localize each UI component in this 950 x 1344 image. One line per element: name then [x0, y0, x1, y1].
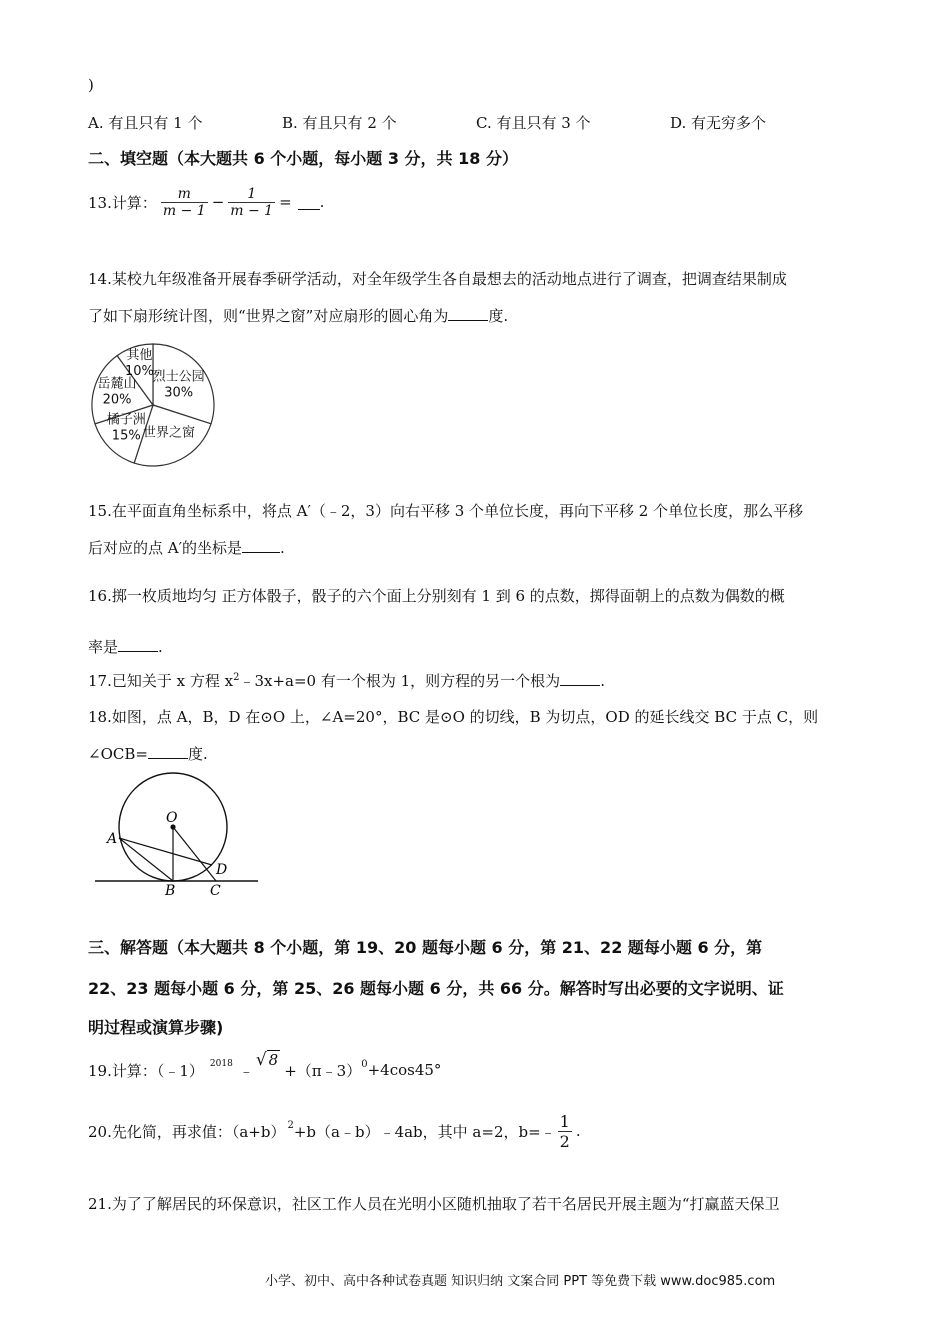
- q17-answer-blank: [560, 671, 600, 686]
- question-17: [88, 670, 605, 691]
- pie-slice-label: 其他: [126, 348, 153, 364]
- q14-line-2: [88, 305, 508, 326]
- q19-text-a: 19.计算：（﹣1）: [88, 1061, 204, 1080]
- q15-answer-blank: [242, 538, 280, 553]
- q20-fraction: [558, 1112, 572, 1151]
- option-b: B. 有且只有 2 个: [282, 114, 397, 132]
- label-o: O: [166, 810, 178, 826]
- q20-exponent: 2: [287, 1119, 294, 1131]
- q18-line-1: 18.如图，点 A，B，D 在⊙O 上，∠A=20°，BC 是⊙O 的切线，B 为切点，OD 的延长线交 BC 于点 C，则: [88, 708, 819, 726]
- q16-line-1: 16.掷一枚质地均匀 正方体骰子，骰子的六个面上分别刻有 1 到 6 的点数，掷得面朝上的点数为偶数的概: [88, 587, 785, 605]
- q19-exponent-2018: 2018: [209, 1059, 233, 1069]
- option-d: D. 有无穷多个: [670, 114, 767, 132]
- option-c: C. 有且只有 3 个: [476, 114, 591, 132]
- page-footer: 小学、初中、高中各种试卷真题 知识归纳 文案合同 PPT 等免费下载 www.doc985.com: [265, 1274, 776, 1289]
- section2-title: 二、填空题（本大题共 6 个小题，每小题 3 分，共 18 分）: [88, 149, 518, 168]
- section3-line-2: 22、23 题每小题 6 分，第 25、26 题每小题 6 分，共 66 分。解答时写出必要的文字说明、证: [88, 979, 784, 998]
- question-20: [88, 1105, 581, 1157]
- label-c: C: [210, 883, 221, 899]
- option-a: A. 有且只有 1 个: [88, 114, 203, 132]
- q19-minus: ﹣: [238, 1061, 254, 1080]
- q18-line-2: [88, 743, 208, 764]
- q13-num2: 1: [247, 185, 257, 202]
- pie-chart: [85, 342, 225, 472]
- q17-period: .: [600, 672, 605, 690]
- q13-equals: =: [279, 193, 292, 211]
- circle-tangent-figure: [95, 770, 265, 900]
- q20-numerator: 1: [559, 1111, 570, 1131]
- pie-slice-label: 岳麓山: [97, 376, 137, 392]
- label-b: B: [165, 883, 176, 899]
- q20-period: .: [575, 1122, 581, 1140]
- q16-answer-blank: [118, 637, 158, 652]
- pie-slice-label: 烈士公园: [152, 369, 205, 385]
- segment-oc: [173, 827, 216, 881]
- q15-text: 后对应的点 A′的坐标是: [88, 539, 243, 557]
- q17-text-b: ﹣3x+a=0 有一个根为 1，则方程的另一个根为: [239, 672, 561, 690]
- q14-answer-blank: [448, 306, 488, 321]
- segment-ad: [119, 838, 212, 865]
- q16-period: .: [158, 638, 163, 656]
- q20-text-a: 20.先化简，再求值：（a+b）: [88, 1122, 286, 1141]
- pie-slice-value: 10%: [124, 364, 154, 380]
- section3-line-3: 明过程或演算步骤): [88, 1018, 224, 1037]
- q15-line-1: 15.在平面直角坐标系中，将点 A′（﹣2，3）向右平移 3 个单位长度，再向下平移 2 个单位长度，那么平移: [88, 502, 804, 520]
- q20-denominator: 2: [559, 1131, 570, 1151]
- q19-text-c: +（π﹣3）: [284, 1061, 362, 1080]
- q13-den2: m − 1: [230, 202, 274, 219]
- q13-num1: m: [177, 185, 191, 202]
- q15-period: .: [280, 539, 285, 557]
- radical-sign: √: [255, 1050, 267, 1070]
- q16-text: 率是: [88, 638, 119, 656]
- q19-exponent-0: 0: [361, 1058, 368, 1070]
- pie-slice-label: 世界之窗: [143, 425, 196, 441]
- q18-text: ∠OCB=: [88, 745, 148, 763]
- q16-line-2: [88, 636, 163, 657]
- q13-fraction-1: [161, 186, 208, 219]
- q13-den1: m − 1: [162, 202, 206, 219]
- question-13: [88, 180, 324, 224]
- q19-text-d: +4cos45°: [367, 1061, 442, 1079]
- q13-minus: −: [211, 193, 225, 211]
- q17-text-a: 17.已知关于 x 方程 x: [88, 672, 234, 690]
- q13-period: .: [319, 193, 325, 211]
- section3-line-1: 三、解答题（本大题共 8 个小题，第 19、20 题每小题 6 分，第 21、22 题每小题 6 分，第: [88, 938, 763, 957]
- pie-slice-value: 30%: [164, 385, 194, 401]
- q17-exponent: 2: [233, 672, 240, 683]
- continuation-paren: ): [88, 76, 94, 94]
- q13-fraction-2: [228, 186, 275, 219]
- question-19: [88, 1050, 441, 1090]
- q14-unit: 度.: [488, 307, 509, 325]
- label-a: A: [107, 831, 118, 847]
- pie-slice-label: 橘子洲: [106, 412, 146, 428]
- label-d: D: [216, 862, 228, 878]
- pie-slice-value: 15%: [111, 428, 141, 444]
- q15-line-2: [88, 537, 285, 558]
- q18-unit: 度.: [187, 745, 208, 763]
- q18-answer-blank: [148, 744, 188, 759]
- q13-prefix: 13.计算：: [88, 193, 157, 212]
- pie-slice-value: 20%: [102, 392, 132, 408]
- q21-line-1: 21.为了了解居民的环保意识，社区工作人员在光明小区随机抽取了若干名居民开展主题为“打赢蓝天保卫: [88, 1195, 780, 1213]
- q14-text: 了如下扇形统计图，则“世界之窗”对应扇形的圆心角为: [88, 307, 449, 325]
- q20-text-b: +b（a﹣b）﹣4ab，其中 a=2，b=﹣: [293, 1122, 556, 1141]
- q19-sqrt: [256, 1050, 280, 1070]
- q13-answer-blank: [298, 195, 320, 210]
- q19-radicand: 8: [268, 1051, 279, 1069]
- q14-line-1: 14.某校九年级准备开展春季研学活动，对全年级学生各自最想去的活动地点进行了调查，把调查结果制成: [88, 270, 787, 288]
